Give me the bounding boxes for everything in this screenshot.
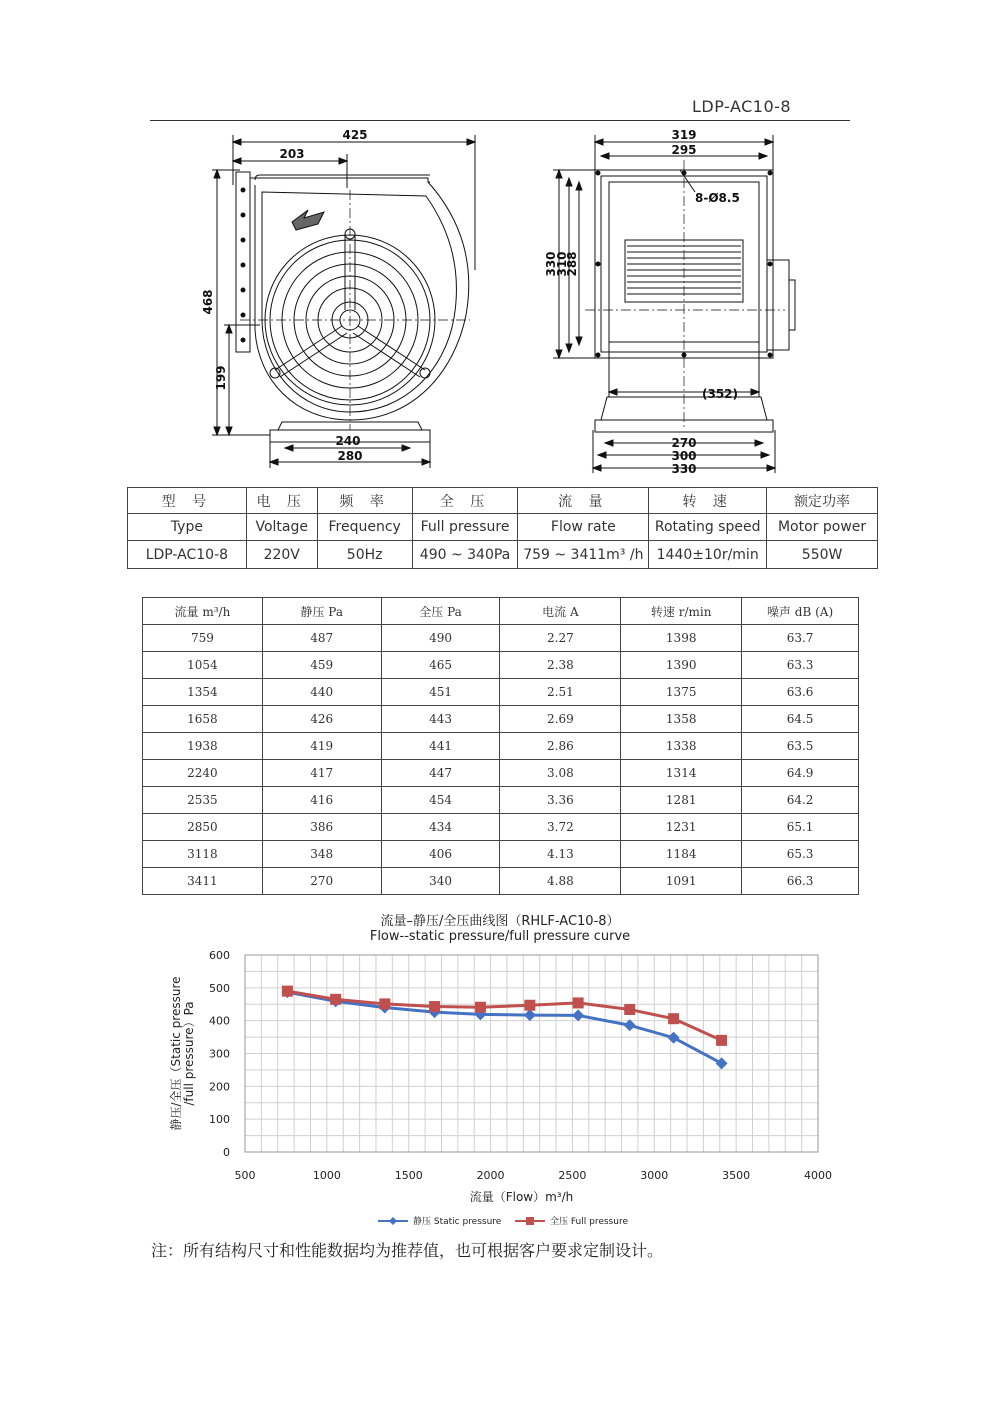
performance-table [142, 597, 859, 895]
spec-values-row [128, 541, 878, 569]
document-id: LDP-AC10-8 [692, 97, 792, 116]
x-tick-label: 3000 [640, 1169, 669, 1182]
table-cell: 1938 [143, 733, 263, 760]
table-cell: 487 [262, 625, 381, 652]
front-view-drawing [545, 130, 805, 475]
table-cell: 2.86 [500, 733, 621, 760]
table-cell: 2.27 [500, 625, 621, 652]
table-cell: 2850 [143, 814, 263, 841]
legend-label: 静压 Static pressure [413, 1217, 502, 1227]
table-cell: 1281 [621, 787, 742, 814]
data-point [668, 1013, 679, 1024]
y-tick-label: 400 [209, 1014, 230, 1028]
table-cell: 3.08 [500, 760, 621, 787]
spec-head-pressure-en: Full pressure [412, 514, 518, 541]
dim-300: 300 [671, 449, 697, 463]
table-cell: 490 [381, 625, 500, 652]
y-tick-label: 600 [209, 949, 230, 962]
spec-header-cn-row [128, 488, 878, 514]
header-rule [150, 120, 850, 121]
perf-head-current: 电流 A [500, 598, 621, 625]
legend-marker [389, 1217, 397, 1225]
table-row [143, 787, 859, 814]
table-cell: 1358 [621, 706, 742, 733]
table-cell: 64.9 [742, 760, 859, 787]
table-cell: 386 [262, 814, 381, 841]
dim-330-b: 330 [671, 462, 697, 476]
dim-270: 270 [671, 436, 697, 450]
perf-head-flow: 流量 m³/h [143, 598, 263, 625]
data-point [429, 1001, 440, 1012]
table-row [143, 760, 859, 787]
table-cell: 63.7 [742, 625, 859, 652]
x-tick-label: 1500 [394, 1169, 423, 1182]
table-cell: 1354 [143, 679, 263, 706]
data-point [573, 997, 584, 1008]
spec-head-power-en: Motor power [767, 514, 878, 541]
table-row [143, 679, 859, 706]
perf-head-static: 静压 Pa [262, 598, 381, 625]
perf-header-row [143, 598, 859, 625]
table-cell: 1184 [621, 841, 742, 868]
dim-319: 319 [671, 128, 697, 142]
legend-marker [526, 1217, 534, 1225]
chart-subtitle: Flow--static pressure/full pressure curve [369, 929, 631, 944]
table-row [143, 733, 859, 760]
y-tick-label: 300 [209, 1047, 230, 1061]
spec-value-pressure: 490 ~ 340Pa [412, 541, 518, 569]
x-tick-label: 2000 [476, 1169, 505, 1182]
spec-value-type: LDP-AC10-8 [128, 541, 247, 569]
table-cell: 443 [381, 706, 500, 733]
dim-280: 280 [337, 449, 363, 463]
table-cell: 441 [381, 733, 500, 760]
table-cell: 4.88 [500, 868, 621, 895]
spec-table [127, 487, 878, 569]
y-tick-label: 0 [223, 1146, 230, 1159]
table-cell: 1091 [621, 868, 742, 895]
table-cell: 406 [381, 841, 500, 868]
data-point [524, 1009, 536, 1021]
spec-head-flow-cn: 流 量 [518, 488, 649, 514]
table-cell: 1398 [621, 625, 742, 652]
data-point [282, 986, 293, 997]
table-row [143, 706, 859, 733]
table-row [143, 625, 859, 652]
table-cell: 2535 [143, 787, 263, 814]
data-point [624, 1004, 635, 1015]
spec-head-type-en: Type [128, 514, 247, 541]
spec-head-voltage-cn: 电 压 [246, 488, 317, 514]
spec-head-pressure-cn: 全 压 [412, 488, 518, 514]
y-axis-label: /full pressure）Pa [182, 1001, 196, 1106]
table-cell: 1390 [621, 652, 742, 679]
dim-295: 295 [671, 143, 697, 157]
spec-value-flow: 759 ~ 3411m³ /h [518, 541, 649, 569]
table-cell: 63.3 [742, 652, 859, 679]
table-row [143, 814, 859, 841]
spec-value-voltage: 220V [246, 541, 317, 569]
perf-head-speed: 转速 r/min [621, 598, 742, 625]
dim-199: 199 [214, 365, 228, 391]
table-cell: 2.38 [500, 652, 621, 679]
table-cell: 348 [262, 841, 381, 868]
table-cell: 2.51 [500, 679, 621, 706]
dim-310-h: 310 [555, 251, 569, 277]
spec-head-speed-cn: 转 速 [649, 488, 767, 514]
table-cell: 1314 [621, 760, 742, 787]
x-axis-label: 流量（Flow）m³/h [469, 1190, 574, 1204]
table-cell: 64.5 [742, 706, 859, 733]
table-cell: 65.1 [742, 814, 859, 841]
dim-203: 203 [279, 147, 305, 161]
table-cell: 1231 [621, 814, 742, 841]
table-row [143, 868, 859, 895]
table-cell: 63.6 [742, 679, 859, 706]
table-cell: 417 [262, 760, 381, 787]
table-cell: 759 [143, 625, 263, 652]
table-cell: 459 [262, 652, 381, 679]
x-tick-label: 3500 [722, 1169, 751, 1182]
spec-head-power-cn: 额定功率 [767, 488, 878, 514]
table-cell: 3411 [143, 868, 263, 895]
dim-352: (352) [701, 387, 739, 401]
dim-468: 468 [201, 289, 215, 315]
spec-head-frequency-cn: 频 率 [317, 488, 412, 514]
table-cell: 426 [262, 706, 381, 733]
table-cell: 1658 [143, 706, 263, 733]
x-tick-label: 4000 [804, 1169, 832, 1182]
dim-240: 240 [335, 434, 361, 448]
data-point [716, 1035, 727, 1046]
data-point [475, 1002, 486, 1013]
x-tick-label: 2500 [558, 1169, 587, 1182]
x-tick-label: 1000 [312, 1169, 341, 1182]
spec-head-type-cn: 型 号 [128, 488, 247, 514]
table-row [143, 652, 859, 679]
y-tick-label: 200 [209, 1080, 230, 1094]
spec-head-flow-en: Flow rate [518, 514, 649, 541]
perf-head-noise: 噪声 dB (A) [742, 598, 859, 625]
data-point [716, 1057, 728, 1069]
table-cell: 3.36 [500, 787, 621, 814]
side-view-drawing [200, 130, 500, 475]
table-cell: 454 [381, 787, 500, 814]
table-cell: 65.3 [742, 841, 859, 868]
dim-288-h: 288 [565, 251, 579, 277]
data-point [330, 994, 341, 1005]
y-axis-label: 静压/全压（Static pressure [169, 976, 183, 1131]
pressure-curve-chart [160, 944, 840, 1234]
perf-head-full: 全压 Pa [381, 598, 500, 625]
data-point [668, 1032, 680, 1044]
legend-label: 全压 Full pressure [550, 1217, 628, 1227]
table-cell: 2.69 [500, 706, 621, 733]
table-cell: 64.2 [742, 787, 859, 814]
spec-header-en-row [128, 514, 878, 541]
dim-holes: 8-Ø8.5 [695, 191, 740, 205]
spec-head-speed-en: Rotating speed [649, 514, 767, 541]
series-line [287, 992, 721, 1063]
table-cell: 4.13 [500, 841, 621, 868]
table-cell: 3118 [143, 841, 263, 868]
spec-head-frequency-en: Frequency [317, 514, 412, 541]
table-cell: 2240 [143, 760, 263, 787]
table-cell: 1054 [143, 652, 263, 679]
table-cell: 447 [381, 760, 500, 787]
table-cell: 465 [381, 652, 500, 679]
table-cell: 440 [262, 679, 381, 706]
table-cell: 434 [381, 814, 500, 841]
footer-note: 注：所有结构尺寸和性能数据均为推荐值，也可根据客户要求定制设计。 [151, 1241, 664, 1260]
data-point [572, 1009, 584, 1021]
spec-value-power: 550W [767, 541, 878, 569]
table-cell: 419 [262, 733, 381, 760]
table-row [143, 841, 859, 868]
table-cell: 451 [381, 679, 500, 706]
y-tick-label: 100 [209, 1113, 230, 1127]
table-cell: 1375 [621, 679, 742, 706]
y-tick-label: 500 [209, 981, 230, 995]
table-cell: 66.3 [742, 868, 859, 895]
data-point [524, 1000, 535, 1011]
chart-title: 流量–静压/全压曲线图（RHLF-AC10-8） [380, 914, 620, 929]
table-cell: 3.72 [500, 814, 621, 841]
data-point [379, 998, 390, 1009]
spec-value-speed: 1440±10r/min [649, 541, 767, 569]
table-cell: 416 [262, 787, 381, 814]
table-cell: 340 [381, 868, 500, 895]
table-cell: 270 [262, 868, 381, 895]
spec-value-frequency: 50Hz [317, 541, 412, 569]
dim-425: 425 [342, 128, 368, 142]
spec-head-voltage-en: Voltage [246, 514, 317, 541]
x-tick-label: 500 [234, 1169, 256, 1182]
table-cell: 1338 [621, 733, 742, 760]
y-axis-label-group [168, 976, 196, 1130]
dim-330-h: 330 [544, 251, 558, 277]
table-cell: 63.5 [742, 733, 859, 760]
